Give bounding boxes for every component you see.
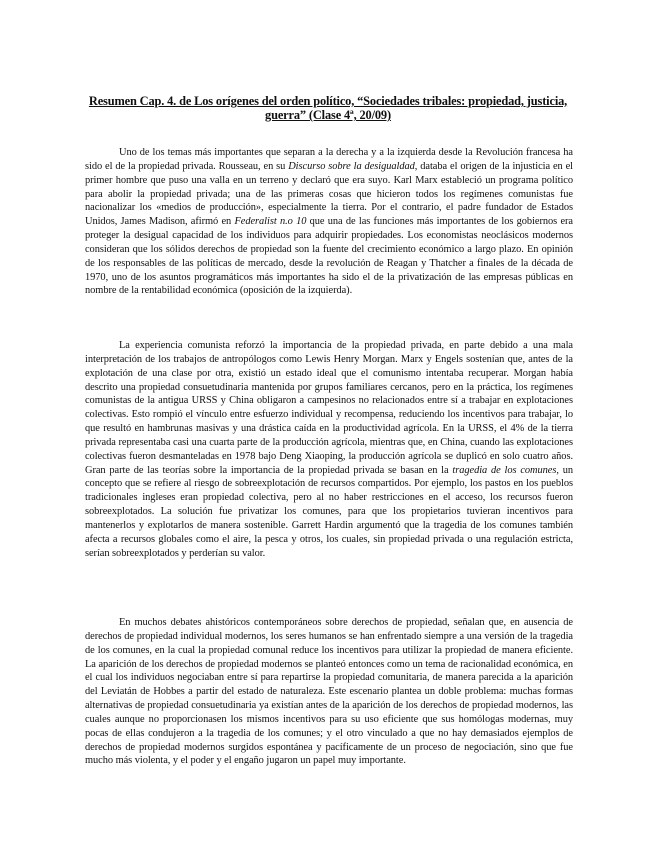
paragraph-2-text-b: , un concepto que se refiere al riesgo de sobreexplotación de recursos compartidos. Por ejemplo, los pastos en los pueblos tradicionales ingleses eran propiedad colectiva, pero al no haber restricciones en el acceso, los recursos fueron sobreexplotados. La solución fue privatizar los comunes, para que los propietarios tuvieran incentivos para mantenerlos y explotarlos de manera sostenible. Garrett Hardin argumentó que la tragedia de los comunes también afecta a recursos globales como el aire, la pesca y otros, los cuales, sin propiedad privada o una regulación estricta, serían sobreexplotados y perderían su valor. (85, 464, 573, 559)
document-title: Resumen Cap. 4. de Los orígenes del orden político, “Sociedades tribales: propiedad, justicia, guerra” (Clase 4ª, 20/09) (88, 94, 568, 122)
paragraph-3 (85, 616, 573, 768)
paragraph-1-text-b: , databa el origen de la injusticia en el primer hombre que puso una valla en un terreno y declaró que era suyo. Karl Marx estableció un programa político para abolir la propiedad privada; una de las primeras cosas que hicieron todos los regímenes comunistas fue nacionalizar los «medios de producción», especialmente la tierra. Por el contrario, el padre fundador de Estados Unidos, James Madison, afirmó en (85, 160, 573, 228)
paragraph-2 (85, 339, 573, 561)
paragraph-1-italic-a: Discurso sobre la desigualdad (288, 160, 415, 172)
paragraph-3-text: En muchos debates ahistóricos contemporáneos sobre derechos de propiedad, señalan que, en ausencia de derechos de propiedad individual modernos, los seres humanos se han enfrentado siempre a una versión de la tragedia de los comunes, en la cual la propiedad comunal reduce los incentivos para utilizar la propiedad de manera eficiente. La aparición de los derechos de propiedad modernos se planteó entonces como un tema de racionalidad económica, en el cual los individuos negociaban entre sí para repartirse la propiedad comunitaria, de manera parecida a la aparición del Leviatán de Hobbes a partir del estado de naturaleza. Este escenario plantea un doble problema: muchas formas alternativas de propiedad consuetudinaria ya existían antes de la aparición de los derechos de propiedad modernos, las cuales aunque no proporcionasen los mismos incentivos para su uso eficiente que sus homólogas modernas, muy pocas de ellas condujeron a la tragedia de los comunes; y el otro vinculado a que no hay demasiados ejemplos de derechos de propiedad modernos surgidos espontánea y pacíficamente de un proceso de negociación, sino que fue mucho más violenta, y el poder y el engaño jugaron un papel muy importante. (85, 617, 573, 767)
paragraph-2-italic-a: tragedia de los comunes (452, 464, 557, 476)
paragraph-1-text-a: Uno de los temas más importantes que separan a la derecha y a la izquierda desde la Revolución francesa ha sido el de la propiedad privada. Rousseau, en su (85, 147, 573, 172)
paragraph-1 (85, 146, 573, 298)
paragraph-1-italic-b: Federalist n.o 10 (234, 216, 307, 228)
paragraph-2-text-a: La experiencia comunista reforzó la importancia de la propiedad privada, en parte debido a una mala interpretación de los trabajos de antropólogos como Lewis Henry Morgan. Marx y Engels sostenían que, antes de la explotación de una clase por otra, existió un estado ideal que el comunismo intentaba recuperar. Morgan había descrito una propiedad consuetudinaria mantenida por grupos familiares cercanos, pero en la práctica, los regímenes comunistas de la antigua URSS y China obligaron a campesinos no relacionados entre sí a trabajar en explotaciones colectivas. Esto rompió el vínculo entre esfuerzo individual y recompensa, reduciendo los incentivos para trabajar, lo que resultó en hambrunas masivas y una drástica caída en la productividad agrícola. En la URSS, el 4% de la tierra privada representaba casi una cuarta parte de la producción agrícola, mientras que, en China, cuando las explotaciones colectivas fueron desmanteladas en 1978 bajo Deng Xiaoping, la producción agrícola se duplicó en solo cuatro años. Gran parte de las teorías sobre la importancia de la propiedad privada se basan en la (85, 340, 573, 476)
paragraph-1-text-c: que una de las funciones más importantes de los gobiernos era proteger la desigual capacidad de los individuos para adquirir propiedades. Los economistas neoclásicos modernos consideran que los sólidos derechos de propiedad son la fuente del crecimiento económico a largo plazo. En opinión de los responsables de las políticas de mercado, desde la revolución de Reagan y Thatcher a finales de la década de 1970, uno de los asuntos programáticos más importantes ha sido el de la privatización de las empresas públicas en nombre de la rentabilidad económica (oposición de la izquierda). (85, 216, 573, 297)
